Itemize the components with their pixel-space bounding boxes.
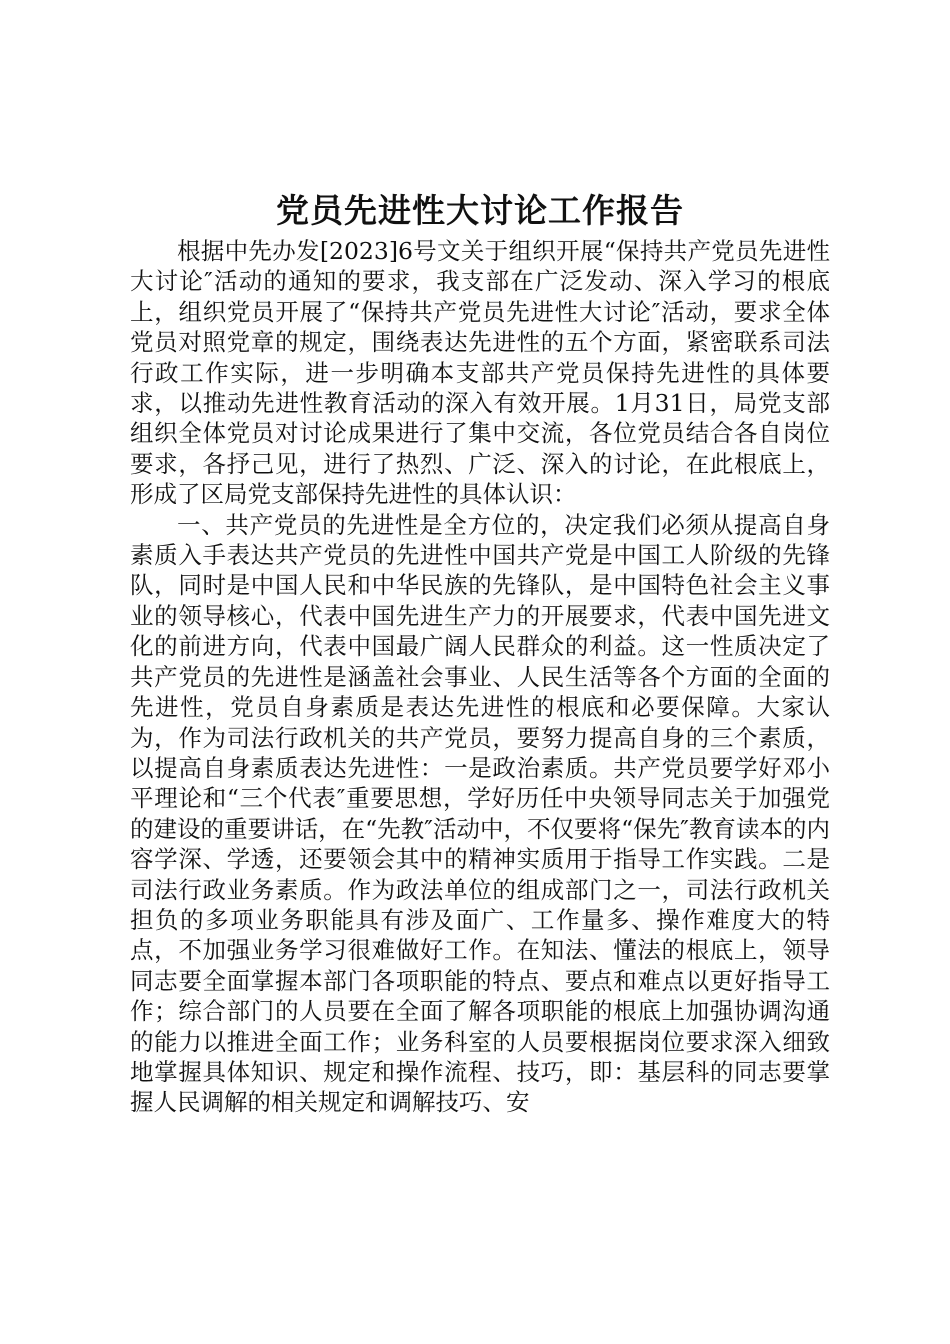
paragraph-section-one: 一、共产党员的先进性是全方位的，决定我们必须从提高自身素质入手表达共产党员的先进性中国共产党是中国工人阶级的先锋队，同时是中国人民和中华民族的先锋队，是中国特色社会主义事业的领导核心，代表中国先进生产力的开展要求，代表中国先进文化的前进方向，代表中国最广阔人民群众的利益。这一性质决定了共产党员的先进性是涵盖社会事业、人民生活等各个方面的全面的先进性，党员自身素质是表达先进性的根底和必要保障。大家认为，作为司法行政机关的共产党员，要努力提高自身的三个素质，以提高自身素质表达先进性：一是政治素质。共产党员要学好邓小平理论和“三个代表″重要思想，学好历任中央领导同志关于加强党的建设的重要讲话，在“先教″活动中，不仅要将“保先″教育读本的内容学深、学透，还要领会其中的精神实质用于指导工作实践。二是司法行政业务素质。作为政法单位的组成部门之一，司法行政机关担负的多项业务职能具有涉及面广、工作量多、操作难度大的特点，不加强业务学习很难做好工作。在知法、懂法的根底上，领导同志要全面掌握本部门各项职能的特点、要点和难点以更好指导工作；综合部门的人员要在全面了解各项职能的根底上加强协调沟通的能力以推进全面工作；业务科室的人员要根据岗位要求深入细致地掌握具体知识、规定和操作流程、技巧，即：基层科的同志要掌握人民调解的相关规定和调解技巧、安 xyxy=(130,510,830,1117)
document-body xyxy=(130,186,830,1118)
document-title: 党员先进性大讨论工作报告 xyxy=(276,191,684,230)
paragraph-intro: 根据中先办发[2023]6号文关于组织开展“保持共产党员先进性大讨论″活动的通知的要求，我支部在广泛发动、深入学习的根底上，组织党员开展了“保持共产党员先进性大讨论″活动，要求全体党员对照党章的规定，围绕表达先进性的五个方面，紧密联系司法行政工作实际，进一步明确本支部共产党员保持先进性的具体要求，以推动先进性教育活动的深入有效开展。1月31日，局党支部组织全体党员对讨论成果进行了集中交流，各位党员结合各自岗位要求，各抒己见，进行了热烈、广泛、深入的讨论，在此根底上，形成了区局党支部保持先进性的具体认识： xyxy=(130,237,830,509)
